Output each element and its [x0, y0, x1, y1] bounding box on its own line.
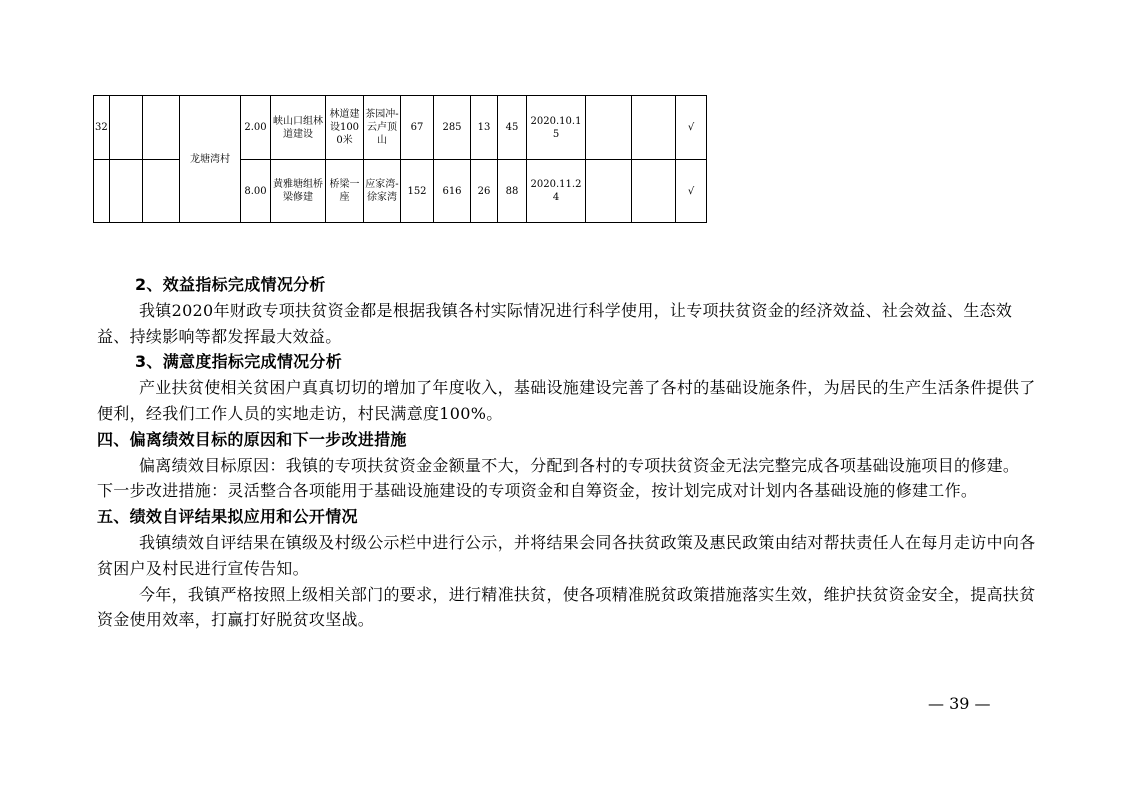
count-cell: 26: [471, 160, 498, 223]
empty-cell: [632, 160, 676, 223]
section-heading: 五、绩效自评结果拟应用和公开情况: [97, 507, 358, 527]
empty-cell: [110, 96, 143, 160]
count-cell: 45: [498, 96, 527, 160]
count-cell: 616: [434, 160, 471, 223]
section-heading: 2、效益指标完成情况分析: [135, 275, 326, 294]
paragraph: 我镇绩效自评结果在镇级及村级公示栏中进行公示，并将结果会同各扶贫政策及惠民政策由结对帮扶责任人在每月走访中向各贫困户及村民进行宣传告知。: [97, 532, 1036, 578]
project-cell: 峡山口组林道建设: [271, 96, 326, 160]
count-cell: 152: [401, 160, 434, 223]
seq-cell: 32: [94, 96, 110, 160]
paragraph: 今年，我镇严格按照上级相关部门的要求，进行精准扶贫，使各项精准脱贫政策措施落实生效，维护扶贫资金安全，提高扶贫资金使用效率，打赢打好脱贫攻坚战。: [97, 584, 1036, 630]
content-cell: 桥梁一座: [326, 160, 364, 223]
amount-cell: 8.00: [241, 160, 271, 223]
empty-cell: [143, 160, 180, 223]
village-cell: 龙塘湾村: [180, 96, 241, 223]
section-heading: 3、满意度指标完成情况分析: [135, 352, 343, 372]
check-cell: √: [676, 160, 707, 223]
empty-cell: [143, 96, 180, 160]
empty-cell: [586, 160, 632, 223]
count-cell: 67: [401, 96, 434, 160]
paragraph: 偏离绩效目标原因：我镇的专项扶贫资金金额量不大，分配到各村的专项扶贫资金无法完整完成各项基础设施项目的修建。: [139, 455, 1020, 475]
content-cell: 林道建设1000米: [326, 96, 364, 160]
paragraph: 下一步改进措施：灵活整合各项能用于基础设施建设的专项资金和自筹资金，按计划完成对计划内各基础设施的修建工作。: [97, 481, 978, 501]
amount-cell: 2.00: [241, 96, 271, 160]
empty-cell: [586, 96, 632, 160]
check-cell: √: [676, 96, 707, 160]
count-cell: 13: [471, 96, 498, 160]
document-body: [97, 272, 1037, 633]
empty-cell: [94, 160, 110, 223]
section-heading: 四、偏离绩效目标的原因和下一步改进措施: [97, 429, 407, 449]
table-row: [94, 96, 707, 160]
location-cell: 应家湾-徐家湾: [364, 160, 401, 223]
date-cell: 2020.10.15: [527, 96, 586, 160]
paragraph: 我镇2020年财政专项扶贫资金都是根据我镇各村实际情况进行科学使用，让专项扶贫资金的经济效益、社会效益、生态效益、持续影响等都发挥最大效益。: [97, 300, 1013, 346]
count-cell: 285: [434, 96, 471, 160]
project-cell: 黄雅塘组桥梁修建: [271, 160, 326, 223]
project-table: [93, 95, 707, 223]
date-cell: 2020.11.24: [527, 160, 586, 223]
location-cell: 茶园冲-云卢顶山: [364, 96, 401, 160]
paragraph: 产业扶贫使相关贫困户真真切切的增加了年度收入，基础设施建设完善了各村的基础设施条件，为居民的生产生活条件提供了便利，经我们工作人员的实地走访，村民满意度100%。: [97, 378, 1036, 423]
empty-cell: [632, 96, 676, 160]
page-number: — 39 —: [928, 694, 991, 713]
empty-cell: [110, 160, 143, 223]
count-cell: 88: [498, 160, 527, 223]
